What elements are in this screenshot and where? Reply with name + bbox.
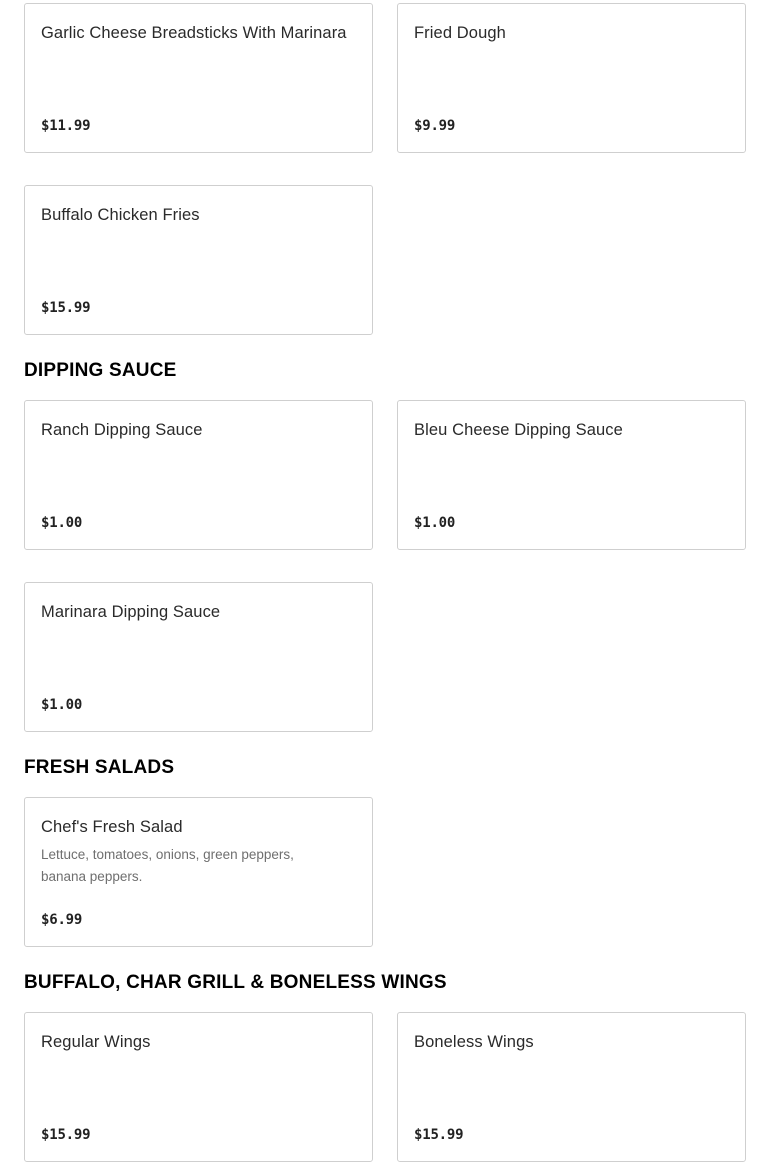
menu-item-card[interactable] [24, 582, 373, 732]
menu-grid-dipping-sauce [24, 400, 746, 732]
menu-item-card[interactable] [397, 3, 746, 153]
menu-item-name: Buffalo Chicken Fries [41, 206, 200, 224]
menu-item-card[interactable] [397, 1012, 746, 1162]
section-title-wings: BUFFALO, CHAR GRILL & BONELESS WINGS [24, 972, 447, 993]
menu-item-card[interactable] [24, 400, 373, 550]
menu-item-name: Fried Dough [414, 24, 506, 42]
menu-item-price: $9.99 [414, 118, 456, 134]
menu-item-card[interactable] [24, 1012, 373, 1162]
menu-grid-appetizers [24, 3, 746, 335]
menu-item-name: Regular Wings [41, 1033, 151, 1051]
menu-grid-fresh-salads [24, 797, 746, 947]
menu-item-price: $1.00 [41, 515, 83, 531]
menu-item-card[interactable] [397, 400, 746, 550]
menu-item-name: Chef's Fresh Salad [41, 818, 183, 836]
menu-item-card[interactable] [24, 797, 373, 947]
menu-item-name: Garlic Cheese Breadsticks With Marinara [41, 24, 347, 42]
menu-item-card[interactable] [24, 185, 373, 335]
menu-grid-wings [24, 1012, 746, 1162]
menu-item-price: $1.00 [414, 515, 456, 531]
menu-item-price: $1.00 [41, 697, 83, 713]
menu-item-price: $15.99 [41, 1127, 91, 1143]
menu-item-price: $6.99 [41, 912, 83, 928]
section-title-dipping-sauce: DIPPING SAUCE [24, 360, 177, 381]
menu-item-card[interactable] [24, 3, 373, 153]
menu-item-price: $15.99 [414, 1127, 464, 1143]
menu-item-price: $11.99 [41, 118, 91, 134]
menu-item-description: Lettuce, tomatoes, onions, green peppers, banana peppers. [41, 847, 294, 884]
menu-item-name: Boneless Wings [414, 1033, 534, 1051]
menu-item-name: Marinara Dipping Sauce [41, 603, 221, 621]
menu-item-price: $15.99 [41, 300, 91, 316]
menu-item-name: Ranch Dipping Sauce [41, 421, 203, 439]
section-title-fresh-salads: FRESH SALADS [24, 757, 175, 778]
menu-item-name: Bleu Cheese Dipping Sauce [414, 421, 623, 439]
